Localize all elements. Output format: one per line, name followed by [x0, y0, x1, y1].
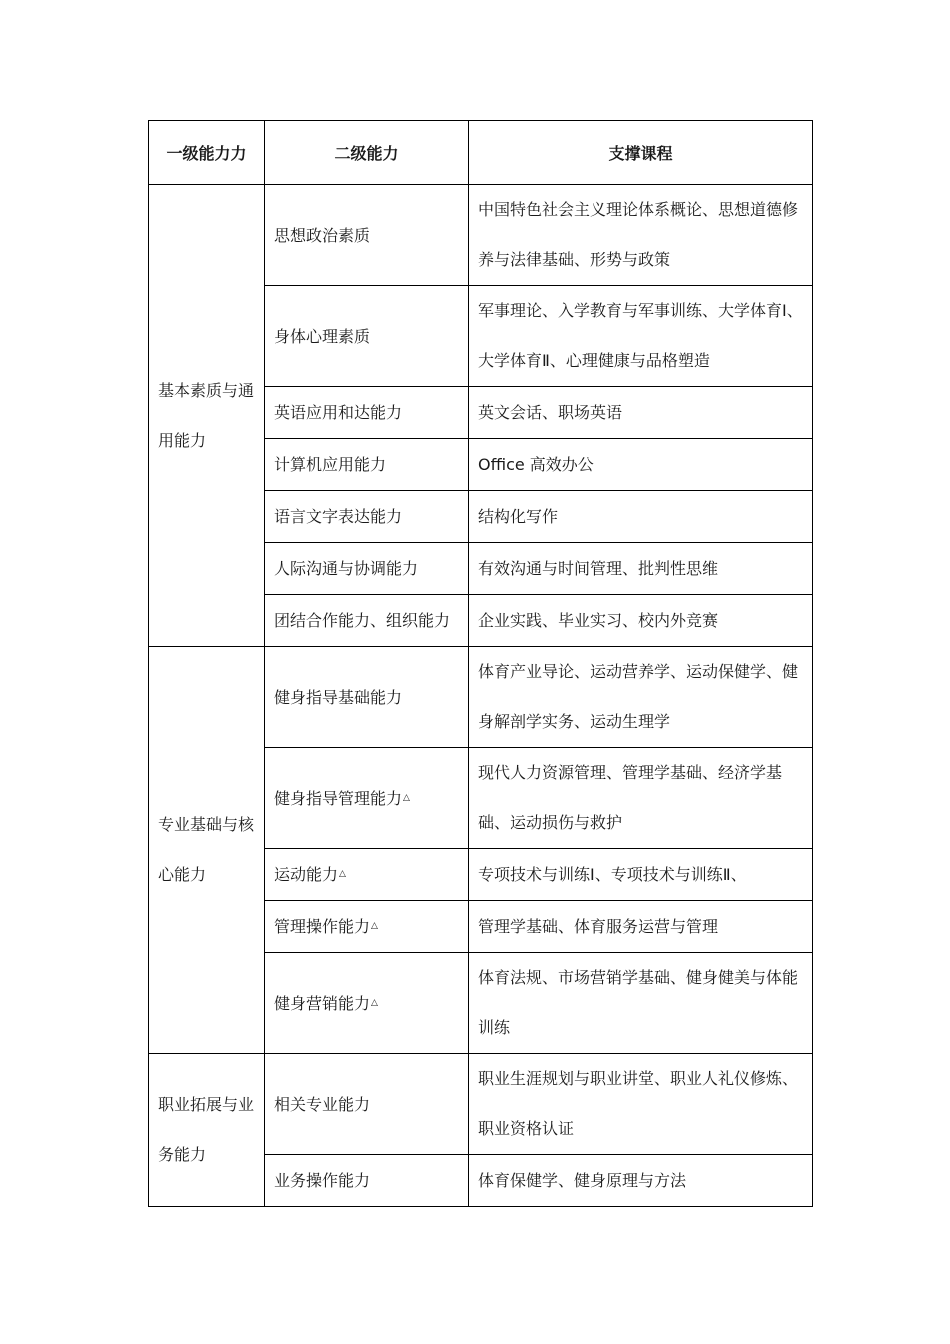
- level2-cell: [265, 439, 469, 491]
- level1-cell: 基本素质与通用能力: [149, 185, 265, 647]
- level2-label: 语言文字表达能力: [274, 507, 403, 526]
- courses-cell: 企业实践、毕业实习、校内外竞赛: [469, 595, 813, 647]
- level1-cell: 专业基础与核心能力: [149, 647, 265, 1054]
- table-row: [149, 185, 813, 286]
- key-mark: △: [371, 997, 378, 1008]
- level2-label: 管理操作能力: [274, 917, 371, 936]
- capability-course-table: [148, 120, 813, 1207]
- courses-cell: 有效沟通与时间管理、批判性思维: [469, 543, 813, 595]
- level2-label: 身体心理素质: [274, 326, 371, 346]
- table-header-row: [149, 121, 813, 185]
- courses-cell: 管理学基础、体育服务运营与管理: [469, 901, 813, 953]
- courses-cell: 体育法规、市场营销学基础、健身健美与体能训练: [469, 953, 813, 1054]
- courses-cell: 体育保健学、健身原理与方法: [469, 1155, 813, 1207]
- level2-cell: [265, 849, 469, 901]
- header-level2: 二级能力: [265, 121, 469, 185]
- level2-label: 健身指导管理能力: [274, 788, 403, 808]
- level2-label: 健身营销能力: [274, 993, 371, 1013]
- courses-cell: 专项技术与训练Ⅰ、专项技术与训练Ⅱ、: [469, 849, 813, 901]
- level2-label: 健身指导基础能力: [274, 687, 403, 707]
- level2-cell: [265, 543, 469, 595]
- key-mark: △: [403, 792, 410, 803]
- level2-cell: [265, 1054, 469, 1155]
- header-courses: 支撑课程: [469, 121, 813, 185]
- level2-cell: [265, 901, 469, 953]
- level2-label: 业务操作能力: [274, 1171, 371, 1190]
- table-row: [149, 647, 813, 748]
- level2-cell: [265, 1155, 469, 1207]
- table-row: [149, 1054, 813, 1155]
- courses-cell: 军事理论、入学教育与军事训练、大学体育Ⅰ、大学体育Ⅱ、心理健康与品格塑造: [469, 286, 813, 387]
- level2-label: 运动能力: [274, 865, 339, 884]
- level2-cell: [265, 387, 469, 439]
- level2-label: 人际沟通与协调能力: [274, 559, 419, 578]
- level2-cell: [265, 286, 469, 387]
- courses-cell: 结构化写作: [469, 491, 813, 543]
- level2-cell: [265, 185, 469, 286]
- level2-label: 相关专业能力: [274, 1094, 371, 1114]
- courses-cell: 英文会话、职场英语: [469, 387, 813, 439]
- level1-cell: 职业拓展与业务能力: [149, 1054, 265, 1207]
- courses-cell: 体育产业导论、运动营养学、运动保健学、健身解剖学实务、运动生理学: [469, 647, 813, 748]
- level2-label: 计算机应用能力: [274, 455, 387, 474]
- courses-cell: 中国特色社会主义理论体系概论、思想道德修养与法律基础、形势与政策: [469, 185, 813, 286]
- header-level1: 一级能力力: [149, 121, 265, 185]
- level2-cell: [265, 595, 469, 647]
- level2-cell: [265, 953, 469, 1054]
- level2-cell: [265, 491, 469, 543]
- level2-cell: [265, 748, 469, 849]
- key-mark: △: [339, 869, 346, 879]
- level2-label: 团结合作能力、组织能力: [274, 611, 451, 630]
- level2-cell: [265, 647, 469, 748]
- level2-label: 英语应用和达能力: [274, 403, 403, 422]
- courses-cell: 现代人力资源管理、管理学基础、经济学基础、运动损伤与救护: [469, 748, 813, 849]
- level2-label: 思想政治素质: [274, 225, 371, 245]
- courses-cell: 职业生涯规划与职业讲堂、职业人礼仪修炼、职业资格认证: [469, 1054, 813, 1155]
- courses-cell: Office 高效办公: [469, 439, 813, 491]
- key-mark: △: [371, 921, 378, 931]
